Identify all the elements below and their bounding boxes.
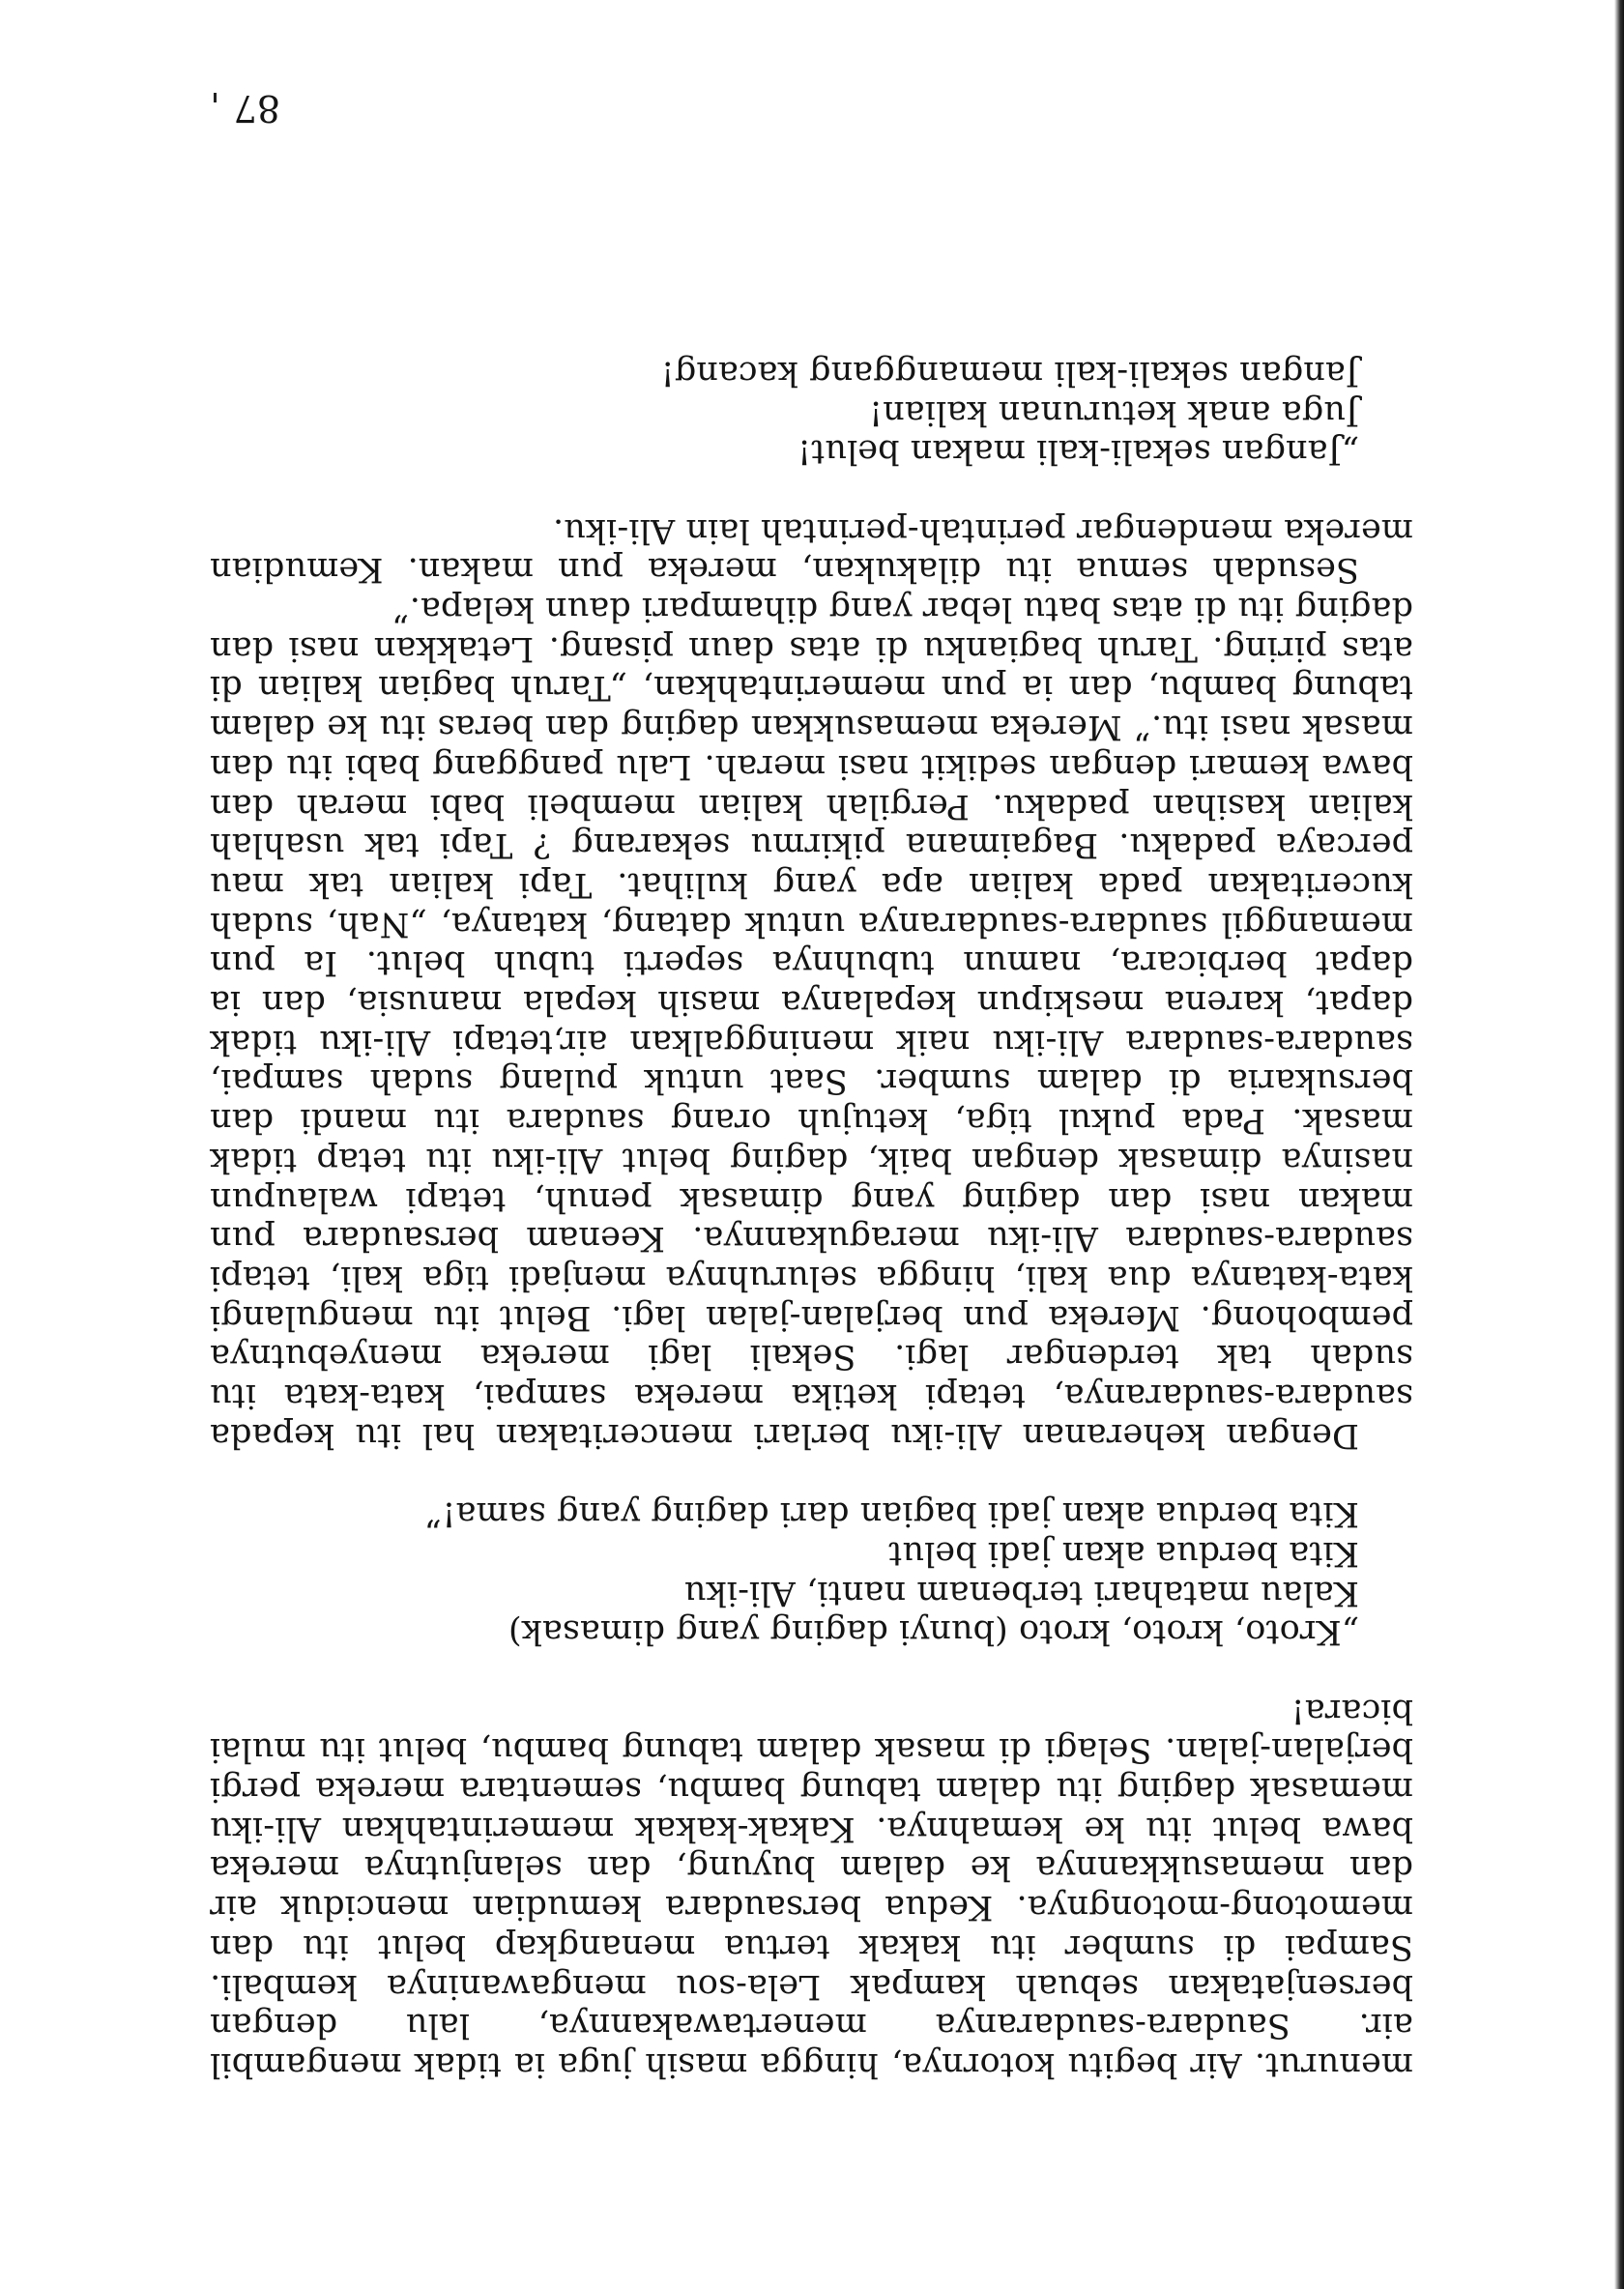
- scan-mark: [214, 93, 217, 102]
- verse-line: Kita berdua akan jadi bagian dari daging yang sama!”: [424, 1494, 1359, 1534]
- spacer: [210, 1651, 1413, 1691]
- body-text: [210, 353, 1413, 2084]
- verse-block: [210, 1493, 1413, 1651]
- verse-line: Juga anak keturunan kalian!: [868, 392, 1359, 432]
- verse-line: Kalau matahari terbenam nanti, Ali-iku: [683, 1573, 1359, 1612]
- verse-block: [210, 353, 1413, 471]
- verse-line: Jangan sekali-kali memanggang kacang!: [660, 353, 1359, 392]
- paragraph: Dengan keheranan Ali-iku berlari menceritakan hal itu kepada saudara-saudaranya, tetapi ketika mereka sampai, kata-kata itu sudah tak terdengar lagi. Sekali lagi mereka menyebutnya pembohong. Mereka pun berjalan-jalan lagi. Belut itu mengulangi kata-katanya dua kali, hingga seluruhnya menjadi tiga kali, tetapi saudara-saudara Ali-iku meragukannya. Keenam bersaudara pun makan nasi dan daging yang dimasak penuh, tetapi walaupun nasinya dimasak dengan baik, daging belut Ali-iku itu tetap tidak masak. Pada pukul tiga, ketujuh orang saudara itu mandi dan bersukaria di dalam sumber. Saat untuk pulang sudah sampai, saudara-saudara Ali-iku naik meninggalkan air,tetapi Ali-iku tidak dapat, karena meskipun kepalanya masih kepala manusia, dan ia dapat berbicara, namun tubuhnya seperti tubuh belut. Ia pun memanggil saudara-saudaranya untuk datang, katanya, „Nah, sudah kuceritakan pada kalian apa yang kulihat. Tapi kalian tak mau percaya padaku. Bagaimana pikirmu sekarang ? Tapi tak usahlah kalian kasihan padaku. Pergilah kalian membeli babi merah dan bawa kemari dengan sedikit nasi merah. Lalu panggang babi itu dan masak nasi itu.” Mereka memasukkan daging dan beras itu ke dalam tabung bambu, dan ia pun memerintahkan, „Taruh bagian kalian di atas piring. Taruh bagianku di atas daun pisang. Letakkan nasi dan daging itu di atas batu lebar yang dihampari daun kelapa.”: [210, 590, 1413, 1455]
- page-number: 87: [233, 87, 280, 130]
- page-edge-shadow: [1614, 0, 1624, 2289]
- verse-line: „Kroto, kroto, kroto (bunyi daging yang dimasak): [508, 1612, 1359, 1652]
- verse-line: „Jangan sekali-kali makan belut!: [797, 432, 1359, 472]
- spacer: [210, 1455, 1413, 1494]
- paragraph: Sesudah semua itu dilakukan, mereka pun makan. Kemudian mereka mendengar perintah-perintah lain Ali-iku.: [210, 510, 1413, 590]
- paragraph: menurut. Air begitu kotornya, hingga masih juga ia tidak mengambil air. Saudara-saudaranya menertawakannya, lalu dengan bersenjatakan sebuah kampak Lela-sou mengawaninya kembali. Sampai di sumber itu kakak tertua menangkap belut itu dan memotong-motongnya. Kedua bersaudara kemudian menciduk air dan memasukkannya ke dalam buyung, dan selanjutnya mereka bawa belut itu ke kemahnya. Kakak-kakak memerintahkan Ali-iku memasak daging itu dalam tabung bambu, sementara mereka pergi berjalan-jalan. Selagi di masak dalam tabung bambu, belut itu mulai bicara!: [210, 1691, 1413, 2084]
- spacer: [210, 471, 1413, 510]
- verse-line: Kita berdua akan jadi belut: [888, 1533, 1359, 1573]
